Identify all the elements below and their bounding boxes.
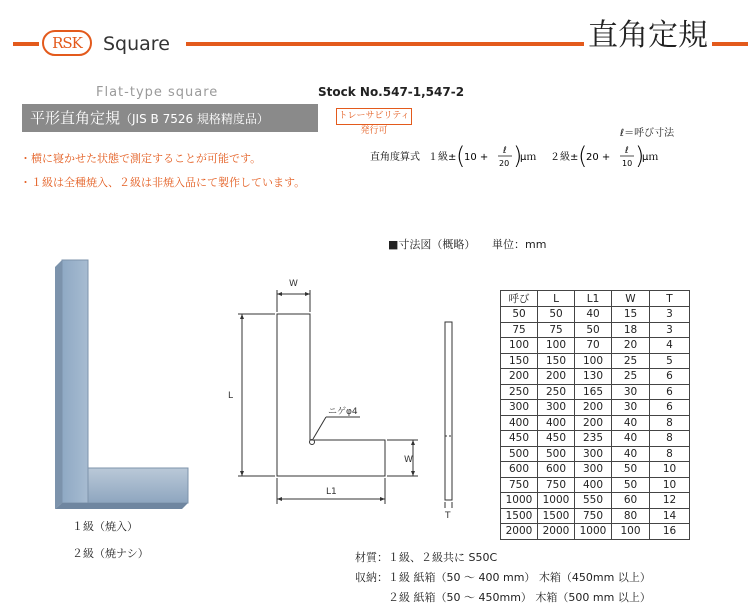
- table-cell: 40: [612, 415, 650, 431]
- label-hole: ニゲφ4: [328, 407, 358, 417]
- table-cell: 200: [538, 369, 575, 385]
- table-cell: 10: [650, 477, 690, 493]
- table-cell: 750: [575, 508, 612, 524]
- table-cell: 10: [650, 462, 690, 478]
- table-cell: 16: [650, 524, 690, 540]
- formula-paren: ): [513, 142, 523, 170]
- table-cell: 1500: [501, 508, 538, 524]
- table-cell: 6: [650, 384, 690, 400]
- table-header: T: [650, 291, 690, 307]
- table-cell: 165: [575, 384, 612, 400]
- table-cell: 100: [501, 338, 538, 354]
- table-cell: 200: [575, 400, 612, 416]
- table-cell: 450: [538, 431, 575, 447]
- product-name: 平形直角定規: [30, 109, 121, 127]
- table-cell: 30: [612, 384, 650, 400]
- table-row: [501, 338, 690, 354]
- table-row: [501, 508, 690, 524]
- drawing-unit: 単位：mm: [492, 238, 547, 251]
- table-cell: 600: [501, 462, 538, 478]
- table-row: [501, 477, 690, 493]
- table-cell: 200: [575, 415, 612, 431]
- caption-grade2: ２級（焼ナシ）: [72, 547, 149, 560]
- table-cell: 400: [538, 415, 575, 431]
- formula-grade1: １級±: [428, 152, 457, 163]
- label-l: L: [228, 391, 234, 401]
- table-row: [501, 462, 690, 478]
- square-outline: [277, 314, 385, 476]
- table-row: [501, 415, 690, 431]
- square-photo: [40, 255, 200, 517]
- formula-paren: (: [456, 142, 466, 170]
- table-header: L1: [575, 291, 612, 307]
- table-cell: 50: [538, 307, 575, 323]
- table-row: [501, 493, 690, 509]
- table-header: W: [612, 291, 650, 307]
- table-cell: 15: [612, 307, 650, 323]
- header-rule-left: [13, 42, 39, 46]
- table-cell: 300: [575, 462, 612, 478]
- table-cell: 30: [612, 400, 650, 416]
- formula-grade1-num: ℓ: [503, 146, 507, 156]
- formula-grade1-const: 10 +: [464, 152, 489, 163]
- table-cell: 5: [650, 353, 690, 369]
- ell-note: ℓ＝呼び寸法: [620, 128, 675, 139]
- product-subtitle: Flat-type square: [96, 85, 219, 100]
- product-standard: （JIS B 7526 規格精度品）: [120, 112, 269, 126]
- table-cell: 8: [650, 431, 690, 447]
- table-cell: 150: [538, 353, 575, 369]
- feature-item: ・横に寝かせた状態で測定することが可能です。: [20, 152, 262, 165]
- table-cell: 50: [575, 322, 612, 338]
- table-row: [501, 353, 690, 369]
- dimension-table: [500, 290, 690, 540]
- table-cell: 1000: [538, 493, 575, 509]
- drawing-heading: ■寸法図（概略）: [388, 238, 476, 251]
- table-cell: 2000: [501, 524, 538, 540]
- label-w-side: W: [404, 455, 413, 465]
- table-cell: 50: [612, 462, 650, 478]
- table-cell: 6: [650, 369, 690, 385]
- table-cell: 50: [612, 477, 650, 493]
- table-cell: 130: [575, 369, 612, 385]
- caption-grade1: １級（焼入）: [72, 520, 138, 533]
- page-title-jp: 直角定規: [584, 10, 712, 54]
- table-cell: 250: [501, 384, 538, 400]
- table-cell: 2000: [538, 524, 575, 540]
- formula-grade1-den: 20: [499, 159, 510, 168]
- table-cell: 300: [501, 400, 538, 416]
- table-cell: 25: [612, 353, 650, 369]
- table-cell: 18: [612, 322, 650, 338]
- formula-paren: ): [635, 142, 645, 170]
- table-cell: 150: [501, 353, 538, 369]
- table-cell: 550: [575, 493, 612, 509]
- table-cell: 500: [538, 446, 575, 462]
- formula-grade2-den: 10: [622, 159, 633, 168]
- stock-number: Stock No.547-1,547-2: [318, 85, 465, 99]
- table-cell: 14: [650, 508, 690, 524]
- table-row: [501, 369, 690, 385]
- formula-grade2-const: 20 +: [586, 152, 611, 163]
- table-cell: 600: [538, 462, 575, 478]
- table-cell: 25: [612, 369, 650, 385]
- table-cell: 60: [612, 493, 650, 509]
- table-cell: 8: [650, 415, 690, 431]
- table-cell: 40: [612, 431, 650, 447]
- table-cell: 100: [538, 338, 575, 354]
- table-header: L: [538, 291, 575, 307]
- table-row: [501, 446, 690, 462]
- storage-spec-grade2: ２級 紙箱（50 ～ 450mm） 木箱（500 mm 以上）: [388, 591, 651, 604]
- table-cell: 300: [575, 446, 612, 462]
- table-cell: 1500: [538, 508, 575, 524]
- dimension-drawing: [220, 272, 470, 522]
- table-cell: 300: [538, 400, 575, 416]
- table-cell: 500: [501, 446, 538, 462]
- table-cell: 8: [650, 446, 690, 462]
- table-row: [501, 524, 690, 540]
- table-cell: 12: [650, 493, 690, 509]
- square-blade-face: [62, 260, 188, 503]
- traceability-badge: トレーサビリティ発行可: [336, 108, 412, 125]
- table-row: [501, 322, 690, 338]
- formula-grade2-num: ℓ: [625, 146, 629, 156]
- table-cell: 80: [612, 508, 650, 524]
- table-cell: 235: [575, 431, 612, 447]
- table-cell: 750: [538, 477, 575, 493]
- table-row: [501, 384, 690, 400]
- table-row: [501, 307, 690, 323]
- storage-spec-grade1: 収納：１級 紙箱（50 ～ 400 mm） 木箱（450mm 以上）: [355, 571, 651, 584]
- table-cell: 1000: [501, 493, 538, 509]
- side-view: [445, 322, 452, 500]
- table-cell: 70: [575, 338, 612, 354]
- table-cell: 450: [501, 431, 538, 447]
- formula-unit: μｍ: [520, 152, 537, 163]
- table-cell: 6: [650, 400, 690, 416]
- squareness-formula: [370, 140, 680, 180]
- page-title-en: Square: [103, 33, 170, 55]
- table-cell: 40: [575, 307, 612, 323]
- table-cell: 750: [501, 477, 538, 493]
- square-edge-bottom: [55, 503, 188, 509]
- table-cell: 200: [501, 369, 538, 385]
- table-cell: 75: [538, 322, 575, 338]
- table-cell: 400: [575, 477, 612, 493]
- table-row: [501, 431, 690, 447]
- table-cell: 3: [650, 307, 690, 323]
- table-header: 呼び: [501, 291, 538, 307]
- material-spec: 材質：１級、２級共に S50C: [355, 551, 498, 564]
- table-cell: 400: [501, 415, 538, 431]
- brand-logo: RSK: [42, 30, 92, 56]
- table-cell: 250: [538, 384, 575, 400]
- table-cell: 3: [650, 322, 690, 338]
- table-cell: 100: [612, 524, 650, 540]
- table-header-row: [501, 291, 690, 307]
- table-cell: 75: [501, 322, 538, 338]
- table-cell: 40: [612, 446, 650, 462]
- formula-grade2: ２級±: [550, 152, 579, 163]
- formula-label: 直角度算式: [370, 152, 420, 163]
- table-cell: 50: [501, 307, 538, 323]
- table-cell: 20: [612, 338, 650, 354]
- label-w-top: W: [289, 279, 298, 289]
- formula-unit: μｍ: [642, 152, 659, 163]
- label-l1: L1: [326, 487, 337, 497]
- feature-item: ・１級は全種焼入、２級は非焼入品にて製作しています。: [20, 176, 306, 189]
- product-name-bar: [22, 104, 318, 132]
- table-cell: 1000: [575, 524, 612, 540]
- table-cell: 100: [575, 353, 612, 369]
- square-stock-face: [88, 468, 188, 503]
- square-edge: [55, 260, 62, 509]
- label-t: T: [445, 511, 451, 521]
- formula-paren: (: [578, 142, 588, 170]
- table-row: [501, 400, 690, 416]
- table-cell: 4: [650, 338, 690, 354]
